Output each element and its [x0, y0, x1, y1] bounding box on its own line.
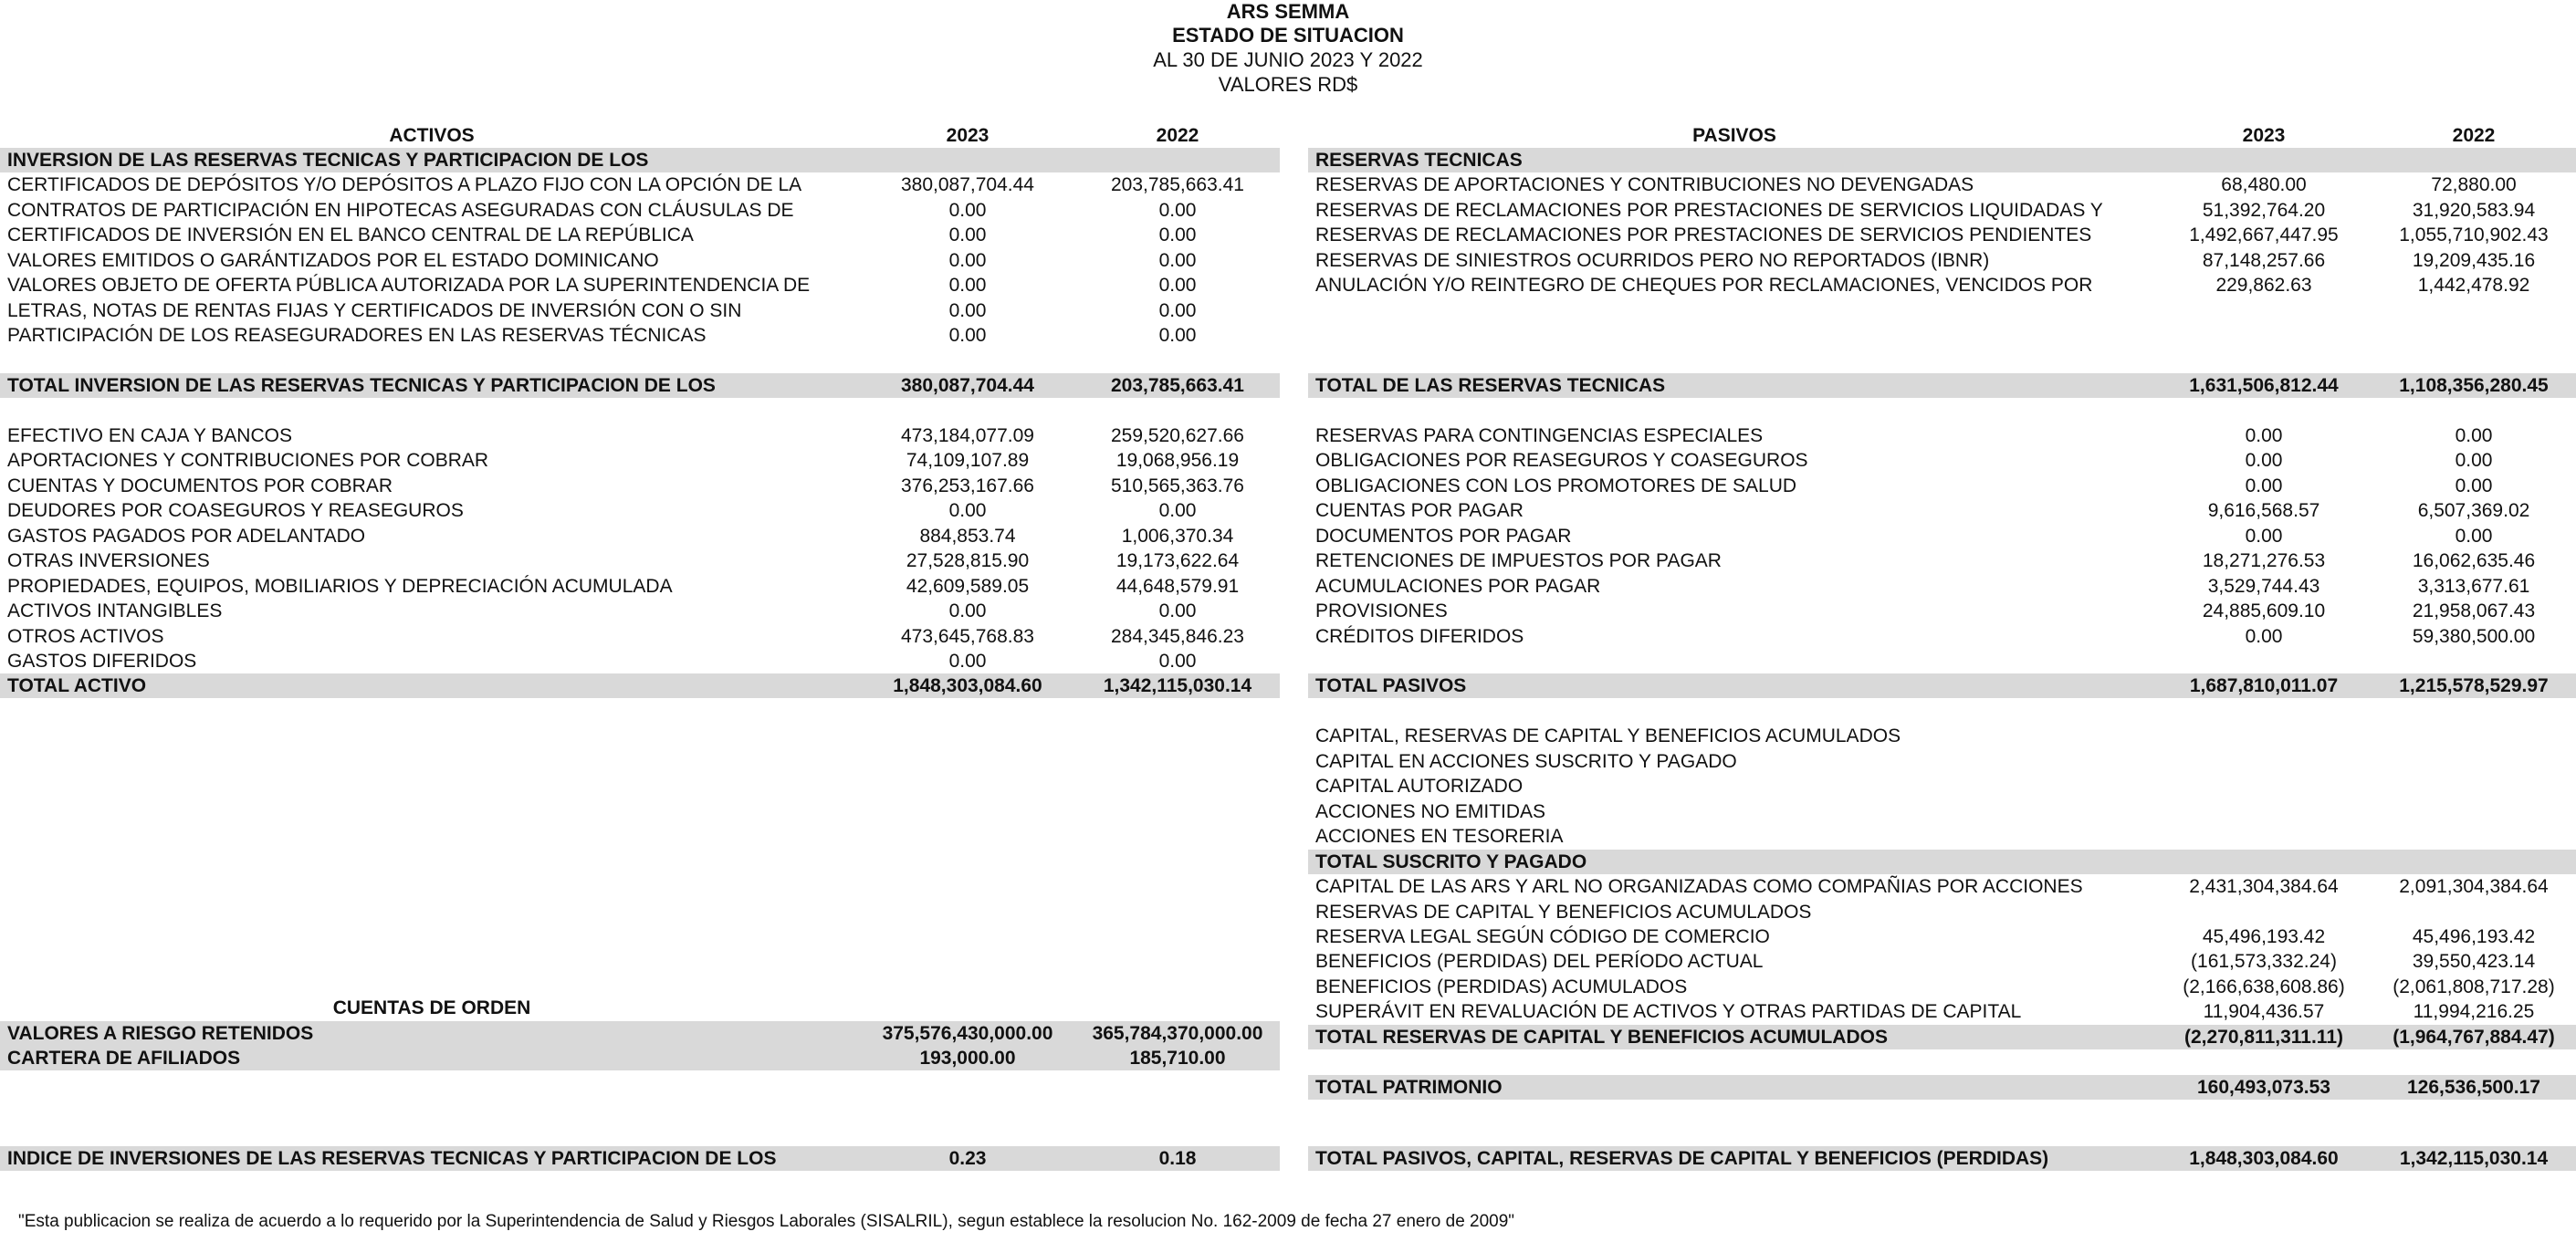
row-value-2022: 0.00 — [1158, 224, 1197, 246]
row-label: CUENTAS Y DOCUMENTOS POR COBRAR — [7, 475, 393, 496]
table-row — [1308, 999, 2576, 1024]
table-row — [1308, 248, 2576, 273]
row-value-2022: 16,062,635.46 — [2412, 550, 2536, 572]
row-label: OTRAS INVERSIONES — [7, 550, 210, 572]
table-row — [1308, 799, 2576, 824]
row-value-2022: 0.00 — [1158, 500, 1197, 522]
row-label: CERTIFICADOS DE DEPÓSITOS Y/O DEPÓSITOS A PLAZO FIJO CON LA OPCIÓN DE LA — [7, 174, 802, 196]
row-label: ANULACIÓN Y/O REINTEGRO DE CHEQUES POR RECLAMACIONES, VENCIDOS POR — [1315, 275, 2093, 297]
row-label: RESERVAS PARA CONTINGENCIAS ESPECIALES — [1315, 424, 1764, 446]
row-label: BENEFICIOS (PERDIDAS) ACUMULADOS — [1315, 976, 1688, 997]
table-row — [1308, 749, 2576, 774]
table-row — [1308, 198, 2576, 223]
row-label: TOTAL PASIVOS — [1315, 675, 1467, 697]
row-value-2022: 203,785,663.41 — [1111, 174, 1244, 196]
row-value-2022: (2,061,808,717.28) — [2393, 976, 2555, 997]
row-label: CRÉDITOS DIFERIDOS — [1315, 625, 1524, 647]
table-row — [1308, 524, 2576, 548]
row-value-2023: 1,492,667,447.95 — [2189, 224, 2339, 246]
row-value-2023: 51,392,764.20 — [2202, 199, 2326, 221]
row-label: CONTRATOS DE PARTICIPACIÓN EN HIPOTECAS ASEGURADAS CON CLÁUSULAS DE — [7, 199, 794, 221]
row-value-2023: 0.00 — [948, 651, 987, 672]
table-row — [0, 474, 1280, 498]
company-name: ARS SEMMA — [1226, 0, 1350, 23]
row-label: RESERVAS DE RECLAMACIONES POR PRESTACIONES DE SERVICIOS LIQUIDADAS Y — [1315, 199, 2103, 221]
row-value-2022: 72,880.00 — [2431, 174, 2517, 196]
indice-label: INDICE DE INVERSIONES DE LAS RESERVAS TECNICAS Y PARTICIPACION DE LOS — [7, 1148, 777, 1169]
table-row — [0, 448, 1280, 473]
cuentas-orden-heading: CUENTAS DE ORDEN — [332, 997, 531, 1018]
row-value-2023: 473,184,077.09 — [901, 424, 1034, 446]
row-value-2022: 0.00 — [2455, 525, 2493, 547]
row-value-2023: 2,431,304,384.64 — [2189, 876, 2339, 898]
row-value-2023: 87,148,257.66 — [2202, 249, 2326, 271]
total-row — [0, 1021, 1280, 1046]
footer-note: "Esta publicacion se realiza de acuerdo a lo requerido por la Superintendencia de Salud y Riesgos Laborales (SISALRIL), segun establece la resolucion No. 162-2009 de fecha 27 enero de 2009" — [18, 1212, 1515, 1231]
row-label: ACCIONES NO EMITIDAS — [1315, 800, 1546, 822]
row-value-2023: 1,848,303,084.60 — [893, 675, 1042, 697]
row-value-2022: 0.00 — [1158, 325, 1197, 347]
row-value-2022: 31,920,583.94 — [2412, 199, 2536, 221]
row-value-2022: 3,313,677.61 — [2417, 575, 2530, 597]
row-label: TOTAL PATRIMONIO — [1315, 1076, 1503, 1098]
row-label: PROPIEDADES, EQUIPOS, MOBILIARIOS Y DEPRECIACIÓN ACUMULADA — [7, 575, 673, 597]
row-value-2023: 380,087,704.44 — [901, 375, 1034, 397]
row-value-2022: 259,520,627.66 — [1111, 424, 1244, 446]
row-value-2022: 1,215,578,529.97 — [2399, 675, 2549, 697]
table-row — [0, 298, 1280, 323]
row-value-2022: 1,055,710,902.43 — [2399, 224, 2549, 246]
table-row — [0, 223, 1280, 247]
row-value-2023: 0.00 — [2245, 424, 2283, 446]
row-value-2023: 193,000.00 — [919, 1048, 1016, 1070]
table-row — [0, 548, 1280, 573]
row-value-2022: 2,091,304,384.64 — [2399, 876, 2549, 898]
table-row — [1308, 448, 2576, 473]
row-label: RESERVAS DE SINIESTROS OCURRIDOS PERO NO REPORTADOS (IBNR) — [1315, 249, 1990, 271]
row-label: DOCUMENTOS POR PAGAR — [1315, 525, 1572, 547]
row-value-2022: 6,507,369.02 — [2417, 500, 2530, 522]
row-label: RESERVAS DE RECLAMACIONES POR PRESTACIONES DE SERVICIOS PENDIENTES — [1315, 224, 2092, 246]
row-label: DEUDORES POR COASEGUROS Y REASEGUROS — [7, 500, 464, 522]
row-label: LETRAS, NOTAS DE RENTAS FIJAS Y CERTIFICADOS DE INVERSIÓN CON O SIN — [7, 299, 742, 321]
row-value-2023: 0.00 — [948, 199, 987, 221]
row-label: VALORES A RIESGO RETENIDOS — [7, 1023, 314, 1044]
total-row — [0, 373, 1280, 398]
row-label: INVERSION DE LAS RESERVAS TECNICAS Y PARTICIPACION DE LOS — [7, 150, 649, 171]
row-value-2022: 19,209,435.16 — [2412, 249, 2536, 271]
row-value-2023: 68,480.00 — [2221, 174, 2307, 196]
table-row — [1308, 824, 2576, 849]
table-row — [1308, 574, 2576, 599]
row-value-2023: 0.00 — [948, 500, 987, 522]
row-label: CARTERA DE AFILIADOS — [7, 1048, 241, 1070]
table-row — [1308, 649, 2576, 673]
table-row — [1308, 699, 2576, 724]
row-label: VALORES OBJETO DE OFERTA PÚBLICA AUTORIZADA POR LA SUPERINTENDENCIA DE — [7, 275, 811, 297]
row-label: ACUMULACIONES POR PAGAR — [1315, 575, 1601, 597]
activos-heading: ACTIVOS — [389, 125, 475, 146]
row-value-2023: 3,529,744.43 — [2207, 575, 2320, 597]
pasivos-heading: PASIVOS — [1692, 125, 1776, 146]
row-value-2022: 21,958,067.43 — [2412, 600, 2536, 622]
row-value-2023: 0.00 — [948, 600, 987, 622]
row-label: RESERVA LEGAL SEGÚN CÓDIGO DE COMERCIO — [1315, 925, 1770, 947]
grand-total-row — [1308, 1146, 2576, 1171]
row-value-2022: 0.00 — [2455, 450, 2493, 472]
table-row — [1308, 774, 2576, 798]
row-value-2023: 1,687,810,011.07 — [2189, 675, 2339, 697]
row-value-2023: 0.00 — [948, 249, 987, 271]
row-label: CUENTAS POR PAGAR — [1315, 500, 1524, 522]
table-row — [0, 624, 1280, 649]
row-label: RETENCIONES DE IMPUESTOS POR PAGAR — [1315, 550, 1722, 572]
row-value-2022: 1,006,370.34 — [1121, 525, 1234, 547]
row-label: CAPITAL EN ACCIONES SUSCRITO Y PAGADO — [1315, 750, 1737, 772]
row-value-2022: 0.00 — [1158, 651, 1197, 672]
activos-col-2023: 2023 — [946, 125, 990, 146]
row-value-2023: 0.00 — [948, 325, 987, 347]
row-value-2022: 19,173,622.64 — [1115, 550, 1240, 572]
table-row — [1308, 874, 2576, 899]
row-value-2023: 376,253,167.66 — [901, 475, 1034, 496]
table-row — [0, 649, 1280, 673]
row-label: APORTACIONES Y CONTRIBUCIONES POR COBRAR — [7, 450, 489, 472]
row-label: CAPITAL DE LAS ARS Y ARL NO ORGANIZADAS COMO COMPAÑIAS POR ACCIONES — [1315, 876, 2083, 898]
report-date: AL 30 DE JUNIO 2023 Y 2022 — [1153, 48, 1423, 71]
table-row — [1308, 498, 2576, 523]
table-row — [1308, 599, 2576, 623]
row-label: TOTAL RESERVAS DE CAPITAL Y BENEFICIOS ACUMULADOS — [1315, 1026, 1888, 1048]
activos-col-2022: 2022 — [1156, 125, 1199, 146]
report-title: ESTADO DE SITUACION — [1172, 24, 1404, 47]
row-value-2023: 9,616,568.57 — [2207, 500, 2320, 522]
table-row — [1308, 423, 2576, 448]
row-value-2022: 0.00 — [1158, 299, 1197, 321]
row-label: RESERVAS DE CAPITAL Y BENEFICIOS ACUMULADOS — [1315, 901, 1812, 923]
total-row — [0, 673, 1280, 698]
table-row — [1308, 298, 2576, 323]
table-row — [0, 574, 1280, 599]
table-row — [1308, 172, 2576, 197]
table-row — [1308, 399, 2576, 423]
table-row — [1308, 323, 2576, 348]
row-label: RESERVAS TECNICAS — [1315, 150, 1523, 171]
row-label: PROVISIONES — [1315, 600, 1448, 622]
row-value-2022: 39,550,423.14 — [2412, 951, 2536, 973]
pasivos-col-2022: 2022 — [2452, 125, 2496, 146]
row-label: RESERVAS DE APORTACIONES Y CONTRIBUCIONES NO DEVENGADAS — [1315, 174, 1974, 196]
table-row — [0, 248, 1280, 273]
row-value-2022: 126,536,500.17 — [2407, 1076, 2540, 1098]
row-value-2022: 44,648,579.91 — [1115, 575, 1240, 597]
row-value-2023: (161,573,332.24) — [2191, 951, 2337, 973]
row-value-2023: 380,087,704.44 — [901, 174, 1034, 196]
total-row — [1308, 1025, 2576, 1049]
row-label: OTROS ACTIVOS — [7, 625, 164, 647]
row-value-2023: 0.00 — [2245, 450, 2283, 472]
table-row — [1308, 548, 2576, 573]
table-row — [0, 198, 1280, 223]
table-row — [1308, 223, 2576, 247]
row-value-2022: 1,442,478.92 — [2417, 275, 2530, 297]
table-row — [1308, 349, 2576, 373]
grand-total-2022: 1,342,115,030.14 — [2399, 1148, 2549, 1169]
row-value-2023: (2,270,811,311.11) — [2184, 1026, 2343, 1048]
section-row — [1308, 148, 2576, 172]
table-row — [1308, 273, 2576, 297]
row-value-2022: 284,345,846.23 — [1111, 625, 1244, 647]
row-label: TOTAL DE LAS RESERVAS TECNICAS — [1315, 375, 1666, 397]
indice-2023: 0.23 — [948, 1148, 987, 1169]
row-label: CAPITAL, RESERVAS DE CAPITAL Y BENEFICIOS ACUMULADOS — [1315, 725, 1901, 747]
row-value-2022: 0.00 — [1158, 600, 1197, 622]
row-value-2022: 59,380,500.00 — [2412, 625, 2536, 647]
table-row — [1308, 924, 2576, 949]
row-value-2022: 365,784,370,000.00 — [1092, 1023, 1263, 1044]
row-label: BENEFICIOS (PERDIDAS) DEL PERÍODO ACTUAL — [1315, 951, 1764, 973]
row-label: PARTICIPACIÓN DE LOS REASEGURADORES EN LAS RESERVAS TÉCNICAS — [7, 325, 707, 347]
row-value-2023: 160,493,073.53 — [2197, 1076, 2330, 1098]
row-value-2022: 19,068,956.19 — [1115, 450, 1240, 472]
row-value-2022: (1,964,767,884.47) — [2393, 1026, 2555, 1048]
row-value-2022: 11,994,216.25 — [2413, 1001, 2535, 1023]
row-value-2022: 0.00 — [1158, 199, 1197, 221]
row-label: ACTIVOS INTANGIBLES — [7, 600, 223, 622]
table-row — [1308, 949, 2576, 974]
table-row — [1308, 474, 2576, 498]
row-value-2023: (2,166,638,608.86) — [2183, 976, 2345, 997]
indice-row — [0, 1146, 1280, 1171]
row-value-2023: 18,271,276.53 — [2202, 550, 2326, 572]
row-value-2023: 884,853.74 — [919, 525, 1016, 547]
row-value-2022: 45,496,193.42 — [2412, 925, 2536, 947]
row-value-2022: 1,342,115,030.14 — [1103, 675, 1252, 697]
row-value-2023: 27,528,815.90 — [906, 550, 1030, 572]
row-value-2023: 473,645,768.83 — [901, 625, 1034, 647]
table-row — [1308, 624, 2576, 649]
row-value-2023: 0.00 — [948, 224, 987, 246]
row-label: CERTIFICADOS DE INVERSIÓN EN EL BANCO CENTRAL DE LA REPÚBLICA — [7, 224, 694, 246]
row-label: VALORES EMITIDOS O GARÁNTIZADOS POR EL ESTADO DOMINICANO — [7, 249, 659, 271]
row-value-2023: 45,496,193.42 — [2202, 925, 2326, 947]
row-label: GASTOS PAGADOS POR ADELANTADO — [7, 525, 366, 547]
row-label: OBLIGACIONES CON LOS PROMOTORES DE SALUD — [1315, 475, 1797, 496]
total-row — [1308, 850, 2576, 874]
table-row — [0, 323, 1280, 348]
grand-total-2023: 1,848,303,084.60 — [2189, 1148, 2339, 1169]
row-value-2023: 0.00 — [2245, 625, 2283, 647]
table-row — [0, 349, 1280, 373]
pasivos-col-2023: 2023 — [2242, 125, 2286, 146]
row-value-2023: 375,576,430,000.00 — [882, 1023, 1053, 1044]
row-value-2022: 203,785,663.41 — [1111, 375, 1244, 397]
total-row — [1308, 673, 2576, 698]
row-value-2023: 229,862.63 — [2215, 275, 2312, 297]
row-value-2023: 42,609,589.05 — [906, 575, 1030, 597]
row-label: EFECTIVO EN CAJA Y BANCOS — [7, 424, 292, 446]
table-row — [0, 498, 1280, 523]
table-row — [0, 273, 1280, 297]
row-value-2022: 185,710.00 — [1129, 1048, 1226, 1070]
table-row — [1308, 900, 2576, 924]
table-row — [0, 599, 1280, 623]
row-value-2023: 74,109,107.89 — [906, 450, 1030, 472]
row-value-2022: 510,565,363.76 — [1111, 475, 1244, 496]
row-value-2022: 0.00 — [1158, 275, 1197, 297]
row-label: CAPITAL AUTORIZADO — [1315, 776, 1524, 798]
table-row — [1308, 724, 2576, 748]
row-value-2022: 0.00 — [2455, 424, 2493, 446]
row-label: GASTOS DIFERIDOS — [7, 651, 197, 672]
row-label: OBLIGACIONES POR REASEGUROS Y COASEGUROS — [1315, 450, 1808, 472]
table-row — [0, 524, 1280, 548]
row-value-2023: 0.00 — [2245, 475, 2283, 496]
table-row — [1308, 1049, 2576, 1074]
row-value-2022: 1,108,356,280.45 — [2399, 375, 2549, 397]
row-value-2023: 11,904,436.57 — [2203, 1001, 2325, 1023]
row-value-2023: 0.00 — [948, 275, 987, 297]
row-value-2023: 1,631,506,812.44 — [2189, 375, 2339, 397]
indice-2022: 0.18 — [1158, 1148, 1197, 1169]
row-label: ACCIONES EN TESORERIA — [1315, 826, 1564, 848]
row-value-2023: 24,885,609.10 — [2202, 600, 2326, 622]
row-value-2022: 0.00 — [1158, 249, 1197, 271]
row-value-2023: 0.00 — [948, 299, 987, 321]
total-row — [1308, 1075, 2576, 1100]
table-row — [0, 423, 1280, 448]
row-value-2023: 0.00 — [2245, 525, 2283, 547]
section-row — [0, 148, 1280, 172]
row-value-2022: 0.00 — [2455, 475, 2493, 496]
row-label: SUPERÁVIT EN REVALUACIÓN DE ACTIVOS Y OTRAS PARTIDAS DE CAPITAL — [1315, 1001, 2022, 1023]
total-row — [0, 1046, 1280, 1070]
grand-total-label: TOTAL PASIVOS, CAPITAL, RESERVAS DE CAPITAL Y BENEFICIOS (PERDIDAS) — [1315, 1148, 2049, 1169]
report-currency: VALORES RD$ — [1218, 73, 1358, 93]
row-label: TOTAL ACTIVO — [7, 675, 147, 697]
row-label: TOTAL SUSCRITO Y PAGADO — [1315, 851, 1587, 872]
table-row — [1308, 975, 2576, 999]
row-label: TOTAL INVERSION DE LAS RESERVAS TECNICAS Y PARTICIPACION DE LOS — [7, 375, 716, 397]
table-row — [0, 399, 1280, 423]
table-row — [0, 172, 1280, 197]
total-row — [1308, 373, 2576, 398]
